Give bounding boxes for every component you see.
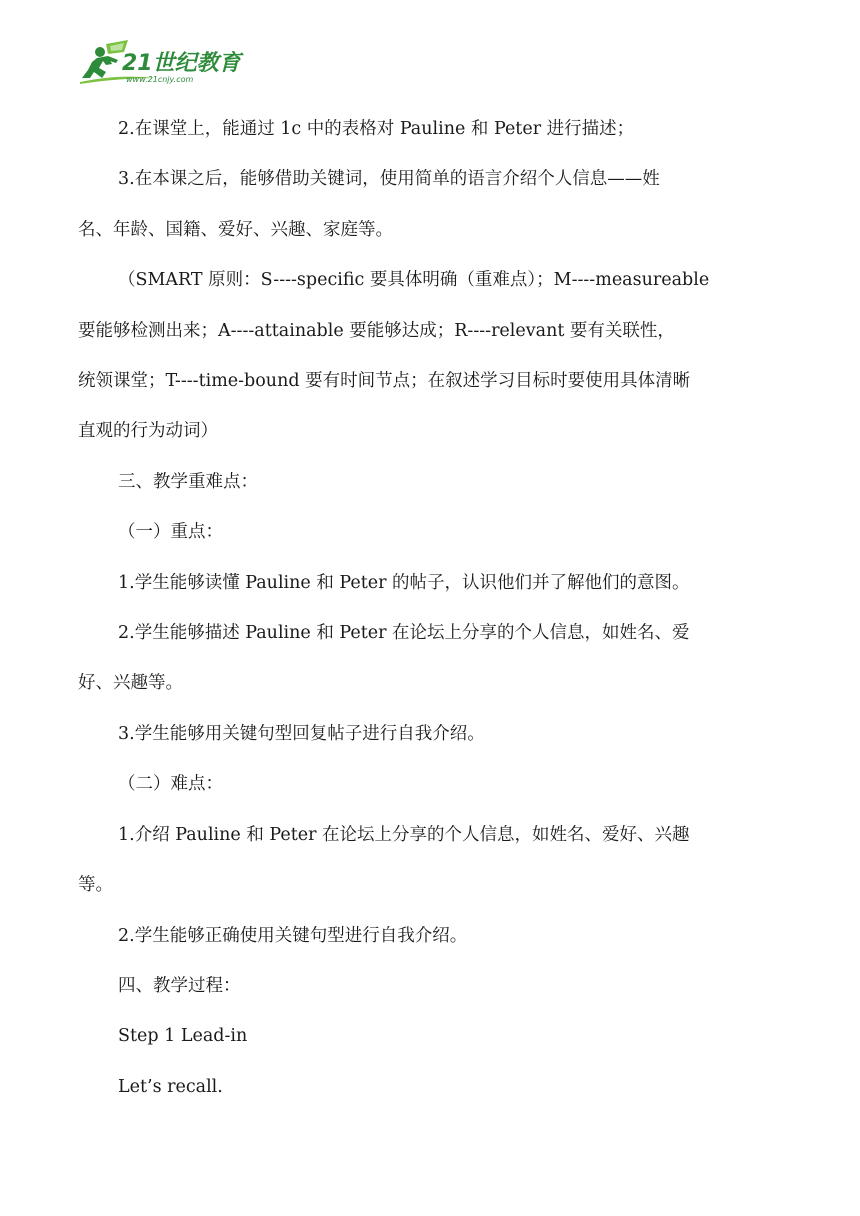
smart-note-line-1: （SMART 原则：S----specific 要具体明确（重难点）；M----measureable: [118, 270, 710, 291]
difficulty-item-1-line-2: 等。: [78, 875, 113, 896]
focus-item-2-line-1: 2.学生能够描述 Pauline 和 Peter 在论坛上分享的个人信息，如姓名、爱: [118, 623, 690, 644]
objective-3-line-1: 3.在本课之后，能够借助关键词，使用简单的语言介绍个人信息——姓: [118, 169, 660, 190]
smart-note-line-3: 统领课堂；T----time-bound 要有时间节点；在叙述学习目标时要使用具体清晰: [78, 371, 691, 392]
objective-3-line-2: 名、年龄、国籍、爱好、兴趣、家庭等。: [78, 219, 393, 240]
brand-text: 21世纪教育: [122, 51, 241, 76]
smart-note-line-2: 要能够检测出来；A----attainable 要能够达成；R----relevant 要有关联性，: [78, 320, 675, 341]
difficulty-item-1-line-1: 1.介绍 Pauline 和 Peter 在论坛上分享的个人信息，如姓名、爱好、兴趣: [118, 824, 690, 845]
section-heading-process: 四、教学过程：: [118, 975, 241, 996]
document-body: [78, 104, 778, 1112]
focus-item-3: 3.学生能够用关键句型回复帖子进行自我介绍。: [118, 723, 485, 744]
brand-url: www.21cnjy.com: [126, 75, 194, 84]
subheading-focus: （一）重点：: [118, 522, 223, 543]
step-1-text: Let’s recall.: [118, 1076, 223, 1097]
step-1-heading: Step 1 Lead-in: [118, 1026, 248, 1047]
smart-note-line-4: 直观的行为动词）: [78, 421, 218, 442]
subheading-difficulty: （二）难点：: [118, 774, 223, 795]
site-logo: [78, 38, 248, 84]
objective-2: 2.在课堂上，能通过 1c 中的表格对 Pauline 和 Peter 进行描述；: [118, 119, 635, 139]
difficulty-item-2: 2.学生能够正确使用关键句型进行自我介绍。: [118, 925, 468, 946]
focus-item-1: 1.学生能够读懂 Pauline 和 Peter 的帖子，认识他们并了解他们的意图。: [118, 572, 690, 593]
runner-logo-icon: [78, 38, 248, 84]
focus-item-2-line-2: 好、兴趣等。: [78, 673, 183, 694]
section-heading-key-points: 三、教学重难点：: [118, 471, 258, 492]
